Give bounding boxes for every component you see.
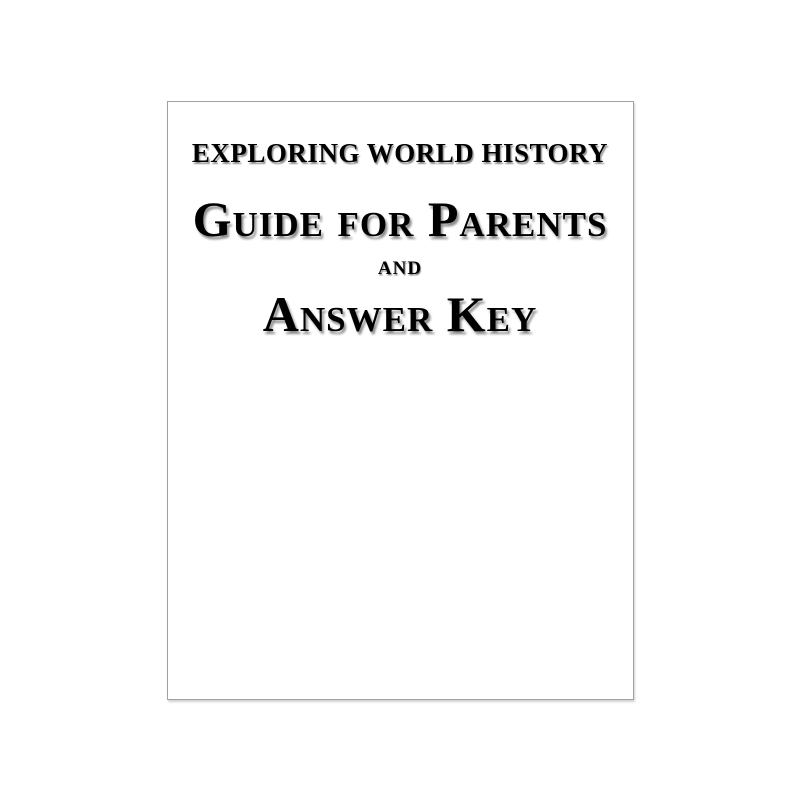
series-title: EXPLORING WORLD HISTORY: [191, 137, 609, 168]
book-cover-page: [167, 101, 634, 700]
conjunction-text: AND: [377, 257, 423, 279]
main-title: Guide for Parents: [192, 190, 608, 247]
subtitle: Answer Key: [262, 285, 538, 342]
